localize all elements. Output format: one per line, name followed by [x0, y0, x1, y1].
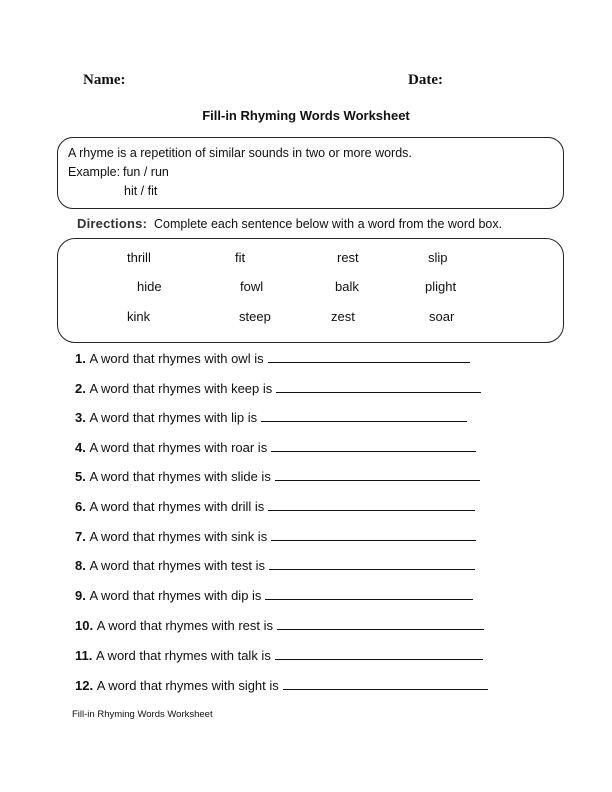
question-number: 2.: [75, 381, 86, 396]
question-text: A word that rhymes with test is: [89, 558, 266, 573]
question-text: A word that rhymes with roar is: [89, 440, 268, 455]
question-number: 3.: [75, 410, 86, 425]
word-box-word: slip: [428, 250, 448, 265]
question-1: [75, 350, 470, 366]
word-box-word: fit: [235, 250, 246, 265]
question-text: A word that rhymes with owl is: [89, 351, 264, 366]
word-box-word: kink: [127, 309, 151, 324]
question-number: 4.: [75, 440, 86, 455]
question-number: 7.: [75, 529, 86, 544]
answer-blank[interactable]: [269, 557, 475, 570]
question-number: 12.: [75, 678, 94, 693]
question-4: [75, 439, 476, 455]
question-number: 5.: [75, 469, 86, 484]
question-number: 8.: [75, 558, 86, 573]
question-text: A word that rhymes with slide is: [89, 469, 271, 484]
question-text: A word that rhymes with sink is: [89, 529, 268, 544]
directions-label: Directions:: [77, 216, 148, 231]
question-7: [75, 528, 476, 544]
question-number: 10.: [75, 618, 94, 633]
word-box-word: rest: [337, 250, 359, 265]
answer-blank[interactable]: [271, 528, 476, 541]
question-text: A word that rhymes with sight is: [96, 678, 279, 693]
question-11: [75, 647, 483, 663]
question-8: [75, 557, 475, 573]
question-text: A word that rhymes with rest is: [96, 618, 273, 633]
word-box-word: hide: [137, 279, 162, 294]
question-9: [75, 587, 473, 603]
word-box-word: fowl: [240, 279, 264, 294]
question-text: A word that rhymes with drill is: [89, 499, 265, 514]
word-box-word: steep: [239, 309, 271, 324]
answer-blank[interactable]: [271, 439, 476, 452]
question-2: [75, 380, 481, 396]
question-number: 11.: [75, 648, 93, 663]
footer-text: Fill-in Rhyming Words Worksheet: [72, 709, 213, 720]
question-6: [75, 498, 475, 514]
word-box-word: zest: [331, 309, 355, 324]
word-box-word: thrill: [127, 250, 151, 265]
question-text: A word that rhymes with dip is: [89, 588, 262, 603]
question-number: 1.: [75, 351, 86, 366]
rhyme-definition: A rhyme is a repetition of similar sounds in two or more words.: [68, 146, 412, 160]
answer-blank[interactable]: [265, 587, 473, 600]
rhyme-definition-box: [57, 137, 564, 209]
word-box-word: plight: [425, 279, 457, 294]
answer-blank[interactable]: [275, 647, 483, 660]
question-number: 9.: [75, 588, 86, 603]
answer-blank[interactable]: [275, 468, 480, 481]
directions-text: Complete each sentence below with a word from the word box.: [154, 217, 503, 231]
question-10: [75, 617, 484, 633]
question-12: [75, 677, 488, 693]
question-text: A word that rhymes with talk is: [95, 648, 271, 663]
question-text: A word that rhymes with keep is: [89, 381, 273, 396]
question-number: 6.: [75, 499, 86, 514]
question-text: A word that rhymes with lip is: [89, 410, 258, 425]
example-2: hit / fit: [124, 184, 158, 198]
date-label: Date:: [408, 72, 443, 88]
answer-blank[interactable]: [268, 498, 475, 511]
example-1: fun / run: [123, 165, 169, 179]
page-title: Fill-in Rhyming Words Worksheet: [202, 108, 410, 123]
question-3: [75, 409, 467, 425]
question-5: [75, 468, 480, 484]
answer-blank[interactable]: [261, 409, 467, 422]
answer-blank[interactable]: [277, 617, 484, 630]
answer-blank[interactable]: [276, 380, 481, 393]
example-label: Example:: [68, 165, 121, 179]
answer-blank[interactable]: [268, 350, 470, 363]
word-box-word: balk: [335, 279, 359, 294]
name-label: Name:: [83, 72, 126, 88]
word-box: [57, 238, 564, 343]
answer-blank[interactable]: [283, 677, 488, 690]
word-box-word: soar: [429, 309, 455, 324]
